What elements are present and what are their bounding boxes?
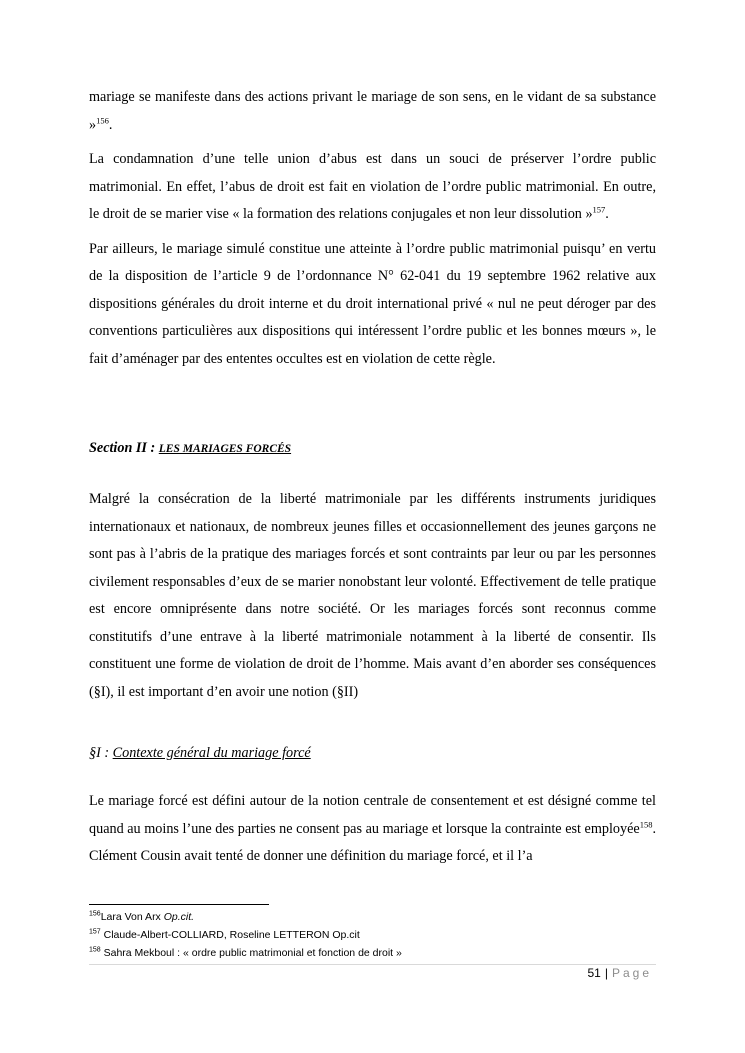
section-heading	[89, 435, 656, 464]
footnote-156: $^{156}$Lara Von Arx Op.cit.	[89, 910, 195, 923]
page-body-middle	[89, 486, 656, 713]
page-number: 51	[587, 966, 601, 980]
page-label: Page	[611, 966, 652, 980]
footnote-ref-157[interactable]: 157	[592, 204, 606, 215]
paragraph-3: Par ailleurs, le mariage simulé constitue une atteinte à l’ordre public matrimonial puisqu’ en vertu de la disposition de l’article 9 de l’ordonnance N° 62-041 du 19 septembre 1962 relative aux dispositions générales du droit interne et du droit international privé « nul ne peut déroger par des conventions particulières aux dispositions qui intéressent l’ordre public et les bonnes mœurs », le fait d’aménager par des ententes occultes est en violation de cette règle.	[89, 240, 656, 367]
footer-separator: |	[604, 966, 608, 980]
section-prefix: Section II :	[89, 440, 159, 456]
footnote-158: $^{158}$ Sahra Mekboul : « ordre public matrimonial et fonction de droit »	[89, 946, 402, 959]
paragraph-1: mariage se manifeste dans des actions privant le mariage de son sens, en le vidant de sa substance »$^{156}$.	[89, 89, 656, 133]
footnote-ref-156[interactable]: 156	[96, 114, 109, 125]
footnote-ref-158[interactable]: 158	[639, 818, 653, 829]
section-title: LES MARIAGES FORCÉS	[158, 443, 292, 455]
paragraph-4: Malgré la consécration de la liberté matrimoniale par les différents instruments juridiques internationaux et nationaux, de nombreux jeunes filles et occasionnellement des jeunes garçons ne sont pas à l’abris de la pratique des mariages forcés et sont contraints par leur ou par les personnes civilement responsables d’eux de se marier nonobstant leur volonté. Effectivement de telle pratique est encore omniprésente dans notre société. Or les mariages forcés sont reconnus comme constitutifs d’une entrave à la liberté matrimoniale notamment à la liberté de consentir. Ils constituent une forme de violation de droit de l’homme. Mais avant d’en aborder ses conséquences (§I), il est important d’en avoir une notion (§II)	[89, 491, 656, 700]
subsection-heading	[89, 740, 656, 768]
footnote-157: $^{157}$ Claude-Albert-COLLIARD, Roseline LETTERON Op.cit	[89, 928, 360, 941]
subsection-prefix: §I :	[89, 745, 113, 761]
subsection-title: Contexte général du mariage forcé	[112, 745, 311, 761]
page-body-top	[89, 84, 656, 380]
paragraph-2: La condamnation d’une telle union d’abus est dans un souci de préserver l’ordre public matrimonial. En effet, l’abus de droit est fait en violation de l’ordre public matrimonial. En outre, le droit de se marier vise « la formation des relations conjugales et non leur dissolution »$^{157}$.	[89, 151, 656, 222]
page-footer	[587, 966, 652, 980]
footnotes	[89, 908, 649, 962]
paragraph-5: Le mariage forcé est défini autour de la notion centrale de consentement et est désigné comme tel quand au moins l’une des parties ne consent pas au mariage et lorsque la contrainte est employée$^{158}$. Clément Cousin avait tenté de donner une définition du mariage forcé, et il l’a	[89, 793, 656, 864]
footer-divider	[89, 964, 656, 965]
footnote-divider	[89, 904, 269, 905]
page-body-bottom	[89, 788, 656, 878]
